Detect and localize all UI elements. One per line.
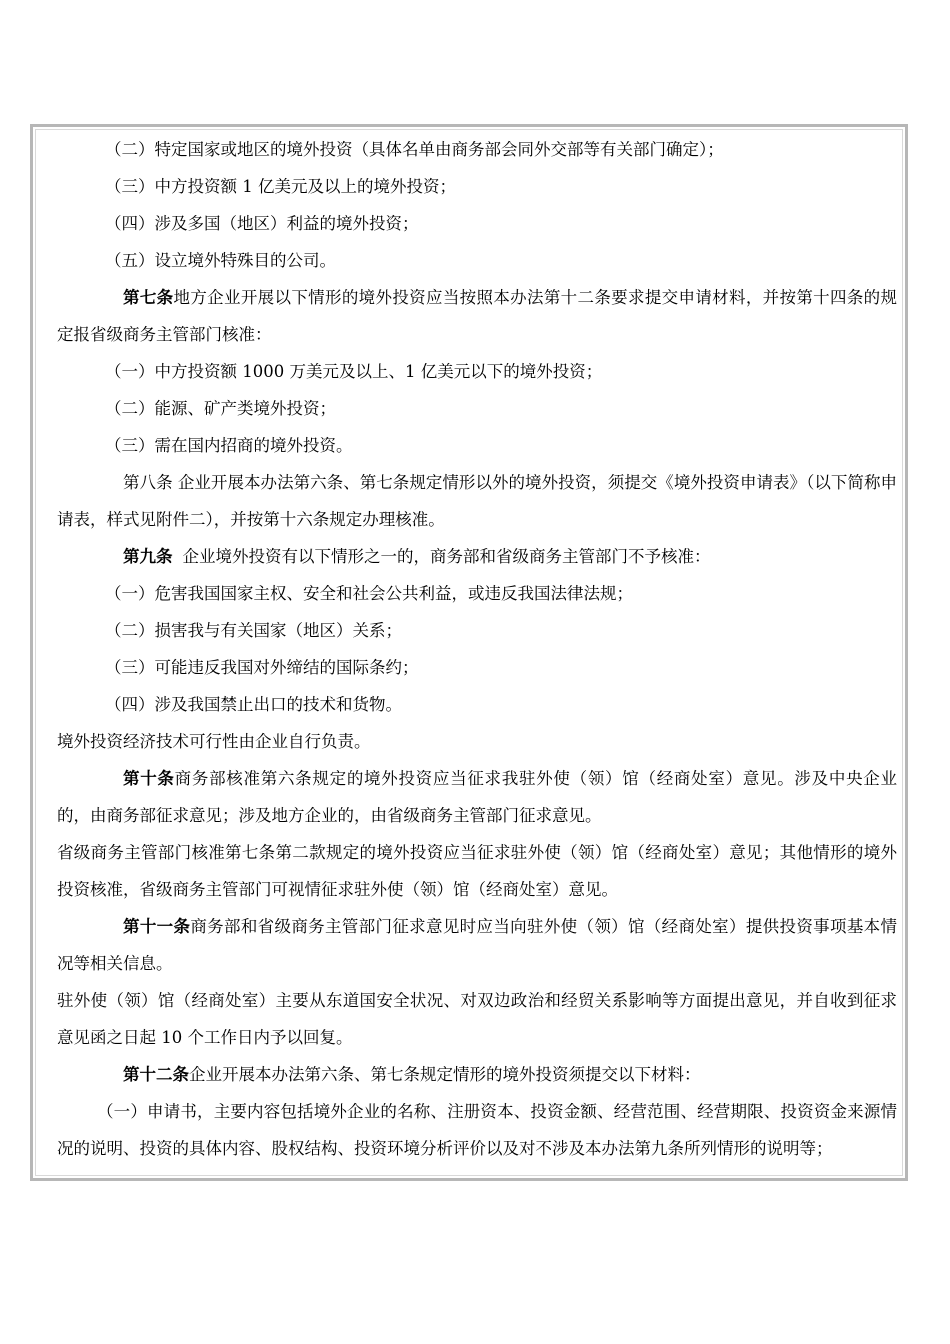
article-9-heading: 第九条 <box>123 547 173 566</box>
article-7-text: 地方企业开展以下情形的境外投资应当按照本办法第十二条要求提交申请材料，并按第十四条的规定报省级商务主管部门核准： <box>57 288 897 344</box>
article-10-text: 商务部核准第六条规定的境外投资应当征求我驻外使（领）馆（经商处室）意见。涉及中央企业的，由商务部征求意见；涉及地方企业的，由省级商务主管部门征求意见。 <box>57 769 898 825</box>
article-11-heading: 第十一条 <box>123 917 191 936</box>
paragraph-item-2: （二）特定国家或地区的境外投资（具体名单由商务部会同外交部等有关部门确定）； <box>105 140 724 159</box>
article-12-text: 企业开展本办法第六条、第七条规定情形的境外投资须提交以下材料： <box>189 1065 701 1084</box>
article-7-item-2: （二）能源、矿产类境外投资； <box>105 399 336 418</box>
article-7 <box>57 279 897 353</box>
article-8: 第八条 企业开展本办法第六条、第七条规定情形以外的境外投资，须提交《境外投资申请表》（以下简称申请表，样式见附件二），并按第十六条规定办理核准。 <box>57 473 897 529</box>
article-9-item-4: （四）涉及我国禁止出口的技术和货物。 <box>105 695 402 714</box>
article-9-item-2: （二）损害我与有关国家（地区）关系； <box>105 621 402 640</box>
article-9-item-1: （一）危害我国国家主权、安全和社会公共利益，或违反我国法律法规； <box>105 584 633 603</box>
article-12-item-1: （一）申请书，主要内容包括境外企业的名称、注册资本、投资金额、经营范围、经营期限、投资资金来源情况的说明、投资的具体内容、股权结构、投资环境分析评价以及对不涉及本办法第九条所列情形的说明等； <box>57 1102 897 1158</box>
article-9 <box>57 538 897 575</box>
document-body <box>57 131 897 1167</box>
article-12-heading: 第十二条 <box>123 1065 189 1084</box>
paragraph-item-5: （五）设立境外特殊目的公司。 <box>105 251 336 270</box>
article-11 <box>57 908 897 982</box>
article-12 <box>57 1056 897 1093</box>
article-10 <box>57 760 897 834</box>
article-7-item-3: （三）需在国内招商的境外投资。 <box>105 436 353 455</box>
paragraph-item-4: （四）涉及多国（地区）利益的境外投资； <box>105 214 419 233</box>
article-9-note: 境外投资经济技术可行性由企业自行负责。 <box>57 732 371 751</box>
article-9-item-3: （三）可能违反我国对外缔结的国际条约； <box>105 658 419 677</box>
article-10-heading: 第十条 <box>123 769 175 788</box>
article-10-para-2: 省级商务主管部门核准第七条第二款规定的境外投资应当征求驻外使（领）馆（经商处室）意见；其他情形的境外投资核准，省级商务主管部门可视情征求驻外使（领）馆（经商处室）意见。 <box>57 843 897 899</box>
article-7-item-1: （一）中方投资额 1000 万美元及以上、1 亿美元以下的境外投资； <box>105 362 603 381</box>
article-9-text: 企业境外投资有以下情形之一的，商务部和省级商务主管部门不予核准： <box>182 547 711 566</box>
article-7-heading: 第七条 <box>123 288 174 307</box>
paragraph-item-3: （三）中方投资额 1 亿美元及以上的境外投资； <box>105 177 456 196</box>
article-11-text: 商务部和省级商务主管部门征求意见时应当向驻外使（领）馆（经商处室）提供投资事项基本情况等相关信息。 <box>57 917 898 973</box>
article-11-para-2: 驻外使（领）馆（经商处室）主要从东道国安全状况、对双边政治和经贸关系影响等方面提出意见，并自收到征求意见函之日起 10 个工作日内予以回复。 <box>57 991 897 1047</box>
